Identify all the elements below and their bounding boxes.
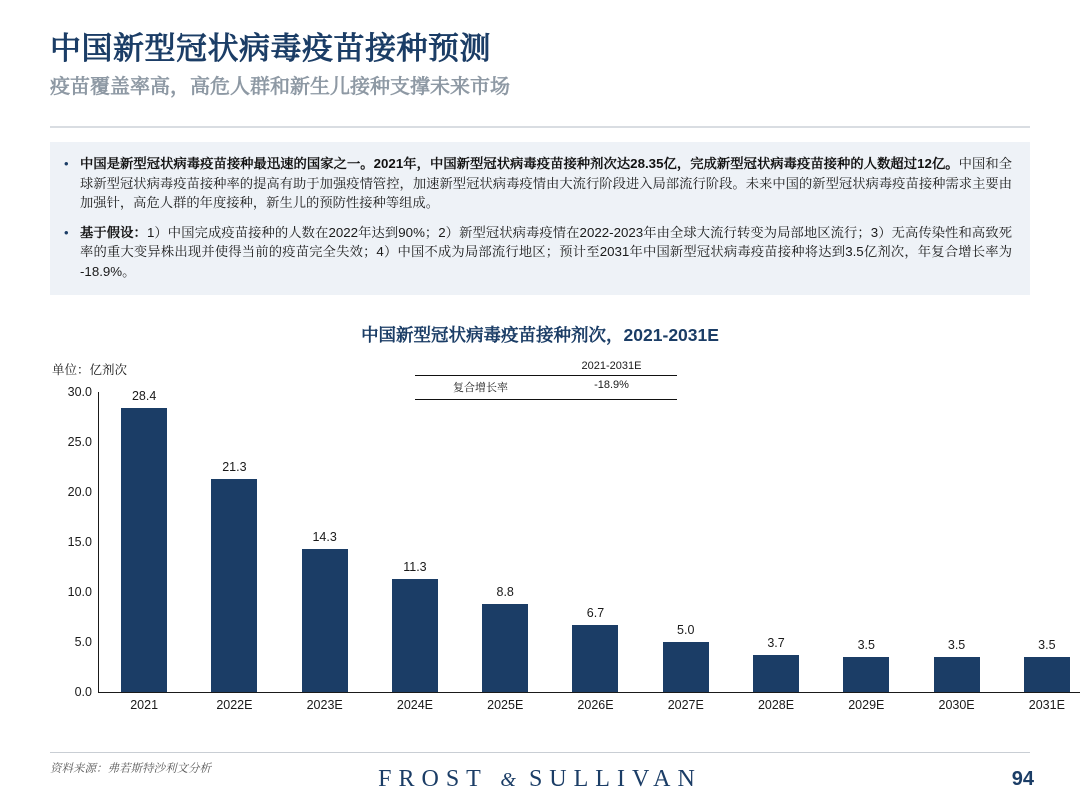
chart-title: 中国新型冠状病毒疫苗接种剂次，2021-2031E: [361, 325, 719, 345]
bar-slot: [821, 392, 911, 692]
x-axis-tick-label: 2031E: [1028, 698, 1065, 712]
y-axis-tick-label: 15.0: [67, 535, 92, 549]
source-note: 资料来源：弗若斯特沙利文分析: [50, 763, 211, 775]
bar-slot: [550, 392, 640, 692]
bullet-item: [64, 154, 1012, 213]
bar-value-label: 3.5: [857, 638, 875, 652]
x-axis-tick-label: 2027E: [667, 698, 704, 712]
bar: [482, 604, 528, 692]
bullet-text: [80, 223, 1012, 282]
bar-slot: [280, 392, 370, 692]
bullet-rest: 1）中国完成疫苗接种的人数在2022年达到90%；2）新型冠状病毒疫情在2022-2023年由全球大流行转变为局部地区流行；3）无高传染性和高致死率的重大变异株出现并使得当前的疫苗完全失效；4）中国不成为局部流行地区；预计至2031年中国新型冠状病毒疫苗接种将达到3.5亿剂次，年复合增长率为 -18.9%。: [80, 224, 1012, 279]
bar: [392, 579, 438, 692]
x-axis-tick-label: 2021: [130, 698, 159, 712]
header-divider: [50, 126, 1030, 128]
bullet-dot-icon: •: [64, 156, 69, 171]
bar-value-label: 28.4: [131, 389, 157, 403]
bar-value-label: 5.0: [677, 623, 695, 637]
x-axis-tick-label: 2023E: [306, 698, 343, 712]
footer-divider: [50, 752, 1030, 753]
bullet-dot-icon: •: [64, 224, 69, 240]
y-axis-tick-label: 0.0: [74, 685, 92, 699]
x-axis-tick-label: 2022E: [216, 698, 253, 712]
bar-value-label: 8.8: [496, 585, 514, 599]
cagr-table-header-row: [415, 358, 677, 376]
bar-slot: [189, 392, 279, 692]
bar-value-label: 21.3: [222, 460, 247, 474]
bar: [934, 657, 980, 692]
bar: [211, 479, 257, 692]
x-axis-tick-label: 2030E: [938, 698, 975, 712]
bar: [753, 655, 799, 692]
bullet-text: [80, 154, 1012, 213]
y-axis-tick-label: 10.0: [67, 585, 92, 599]
bar-value-label: 11.3: [403, 560, 427, 574]
cagr-row-label: 复合增长率: [453, 382, 508, 394]
bullet-bold-lead: 基于假设：: [80, 224, 147, 240]
bar: [572, 625, 618, 692]
bar: [1024, 657, 1070, 692]
bar-value-label: 3.5: [947, 638, 966, 652]
bar-slot: [1002, 392, 1080, 692]
bar: [663, 642, 709, 692]
brand-right: SULLIVAN: [528, 766, 702, 792]
bar-series: [99, 389, 1080, 692]
bar-slot: [641, 392, 731, 692]
page-subtitle: 疫苗覆盖率高，高危人群和新生儿接种支撑未来市场: [50, 76, 510, 99]
x-axis-labels: [99, 698, 1080, 720]
page-number: 94: [1011, 768, 1034, 790]
brand-logo: [0, 766, 1080, 793]
bar: [843, 657, 889, 692]
bar-slot: [370, 392, 460, 692]
page-title: 中国新型冠状病毒疫苗接种预测: [50, 31, 491, 66]
bar-value-label: 3.5: [1038, 638, 1056, 652]
y-axis-tick-label: 20.0: [67, 485, 92, 499]
bar-slot: [911, 392, 1001, 692]
x-axis-line: [98, 692, 1080, 693]
x-axis-tick-label: 2025E: [487, 698, 524, 712]
brand-left: FROST: [378, 766, 488, 792]
y-axis-labels: [52, 385, 98, 699]
bullet-bold-lead: 中国是新型冠状病毒疫苗接种最迅速的国家之一。2021年，中国新型冠状病毒疫苗接种剂次达28.35亿，完成新型冠状病毒疫苗接种的人数超过12亿。: [80, 156, 959, 171]
brand-ampersand: &: [500, 769, 516, 791]
y-axis-tick-label: 30.0: [67, 385, 92, 399]
bar-value-label: 6.7: [586, 606, 605, 620]
bar-slot: [731, 392, 821, 692]
x-axis-tick-label: 2024E: [396, 698, 434, 712]
header: [50, 30, 1030, 100]
cagr-period-header: 2021-2031E: [581, 360, 642, 372]
chart-unit-label: 单位：亿剂次: [52, 363, 128, 377]
bullet-item: [64, 223, 1012, 282]
bar-value-label: 14.3: [312, 530, 337, 544]
cagr-row-value: -18.9%: [594, 379, 629, 391]
bar: [121, 408, 167, 692]
bar-slot: [99, 389, 189, 692]
x-axis-tick-label: 2028E: [757, 698, 795, 712]
y-axis-tick-label: 5.0: [74, 635, 92, 649]
x-axis-tick-label: 2029E: [848, 698, 885, 712]
x-axis-tick-label: 2026E: [577, 698, 614, 712]
y-axis-tick-label: 25.0: [67, 435, 92, 449]
bar-value-label: 3.7: [767, 636, 785, 650]
bar: [302, 549, 348, 692]
summary-panel: [50, 142, 1030, 295]
bullet-rest: 中国和全球新型冠状病毒疫苗接种率的提高有助于加强疫情管控，加速新型冠状病毒疫情由大流行阶段进入局部流行阶段。未来中国的新型冠状病毒疫苗接种需求主要由加强针，高危人群的年度接种，新生儿的预防性接种等组成。: [80, 156, 1012, 210]
bar-slot: [460, 392, 550, 692]
